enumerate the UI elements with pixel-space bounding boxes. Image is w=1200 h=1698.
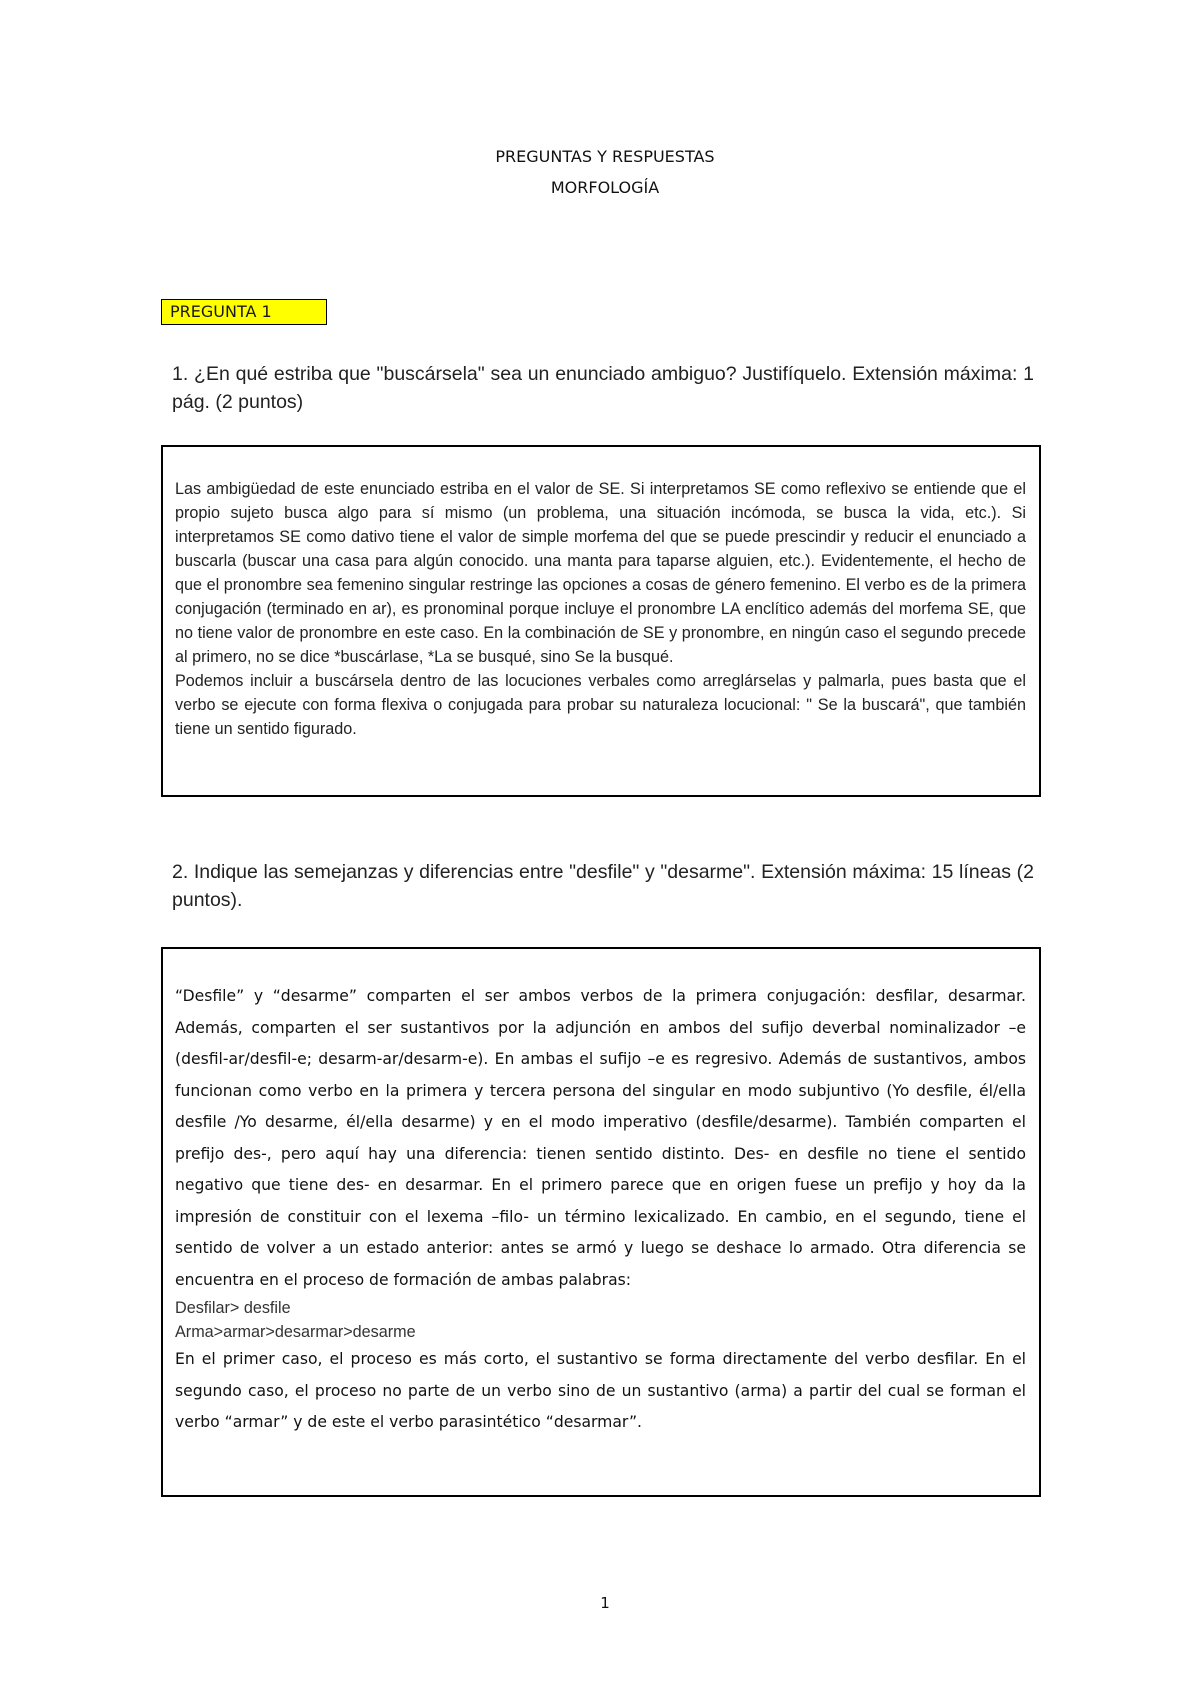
question-2-text: 2. Indique las semejanzas y diferencias entre "desfile" y "desarme". Extensión máxima: 15 líneas (2 puntos). bbox=[172, 861, 1034, 911]
answer-2-paragraph-1: “Desfile” y “desarme” comparten el ser ambos verbos de la primera conjugación: desfilar, desarmar. Además, comparten el ser sustantivos por la adjunción en ambos del sufijo deverbal nominalizador –e (desfil-ar/desfil-e; desarm-ar/desarm-e). En ambas el sufijo –e es regresivo. Además de sustantivos, ambos funcionan como verbo en la primera y tercera persona del singular en modo subjuntivo (Yo desfile, él/ella desfile /Yo desarme, él/ella desarme) y en el modo imperativo (desfile/desarme). También comparten el prefijo des-, pero aquí hay una diferencia: tienen sentido distinto. Des- en desfile no tiene el sentido negativo que tiene des- en desarmar. En el primero parece que en origen fuese un prefijo y hoy da la impresión de constituir con el lexema –filo- un término lexicalizado. En cambio, en el segundo, tiene el sentido de volver a un estado anterior: antes se armó y luego se deshace lo armado. Otra diferencia se encuentra en el proceso de formación de ambas palabras: bbox=[175, 987, 1026, 1289]
derivation-line-1: Desfilar> desfile bbox=[175, 1299, 291, 1317]
answer-2-box bbox=[161, 947, 1041, 1497]
document-subtitle: MORFOLOGÍA bbox=[550, 178, 660, 197]
question-1-text: 1. ¿En qué estriba que "buscársela" sea un enunciado ambiguo? Justifíquelo. Extensión máxima: 1 pág. (2 puntos) bbox=[172, 363, 1034, 413]
answer-1-box bbox=[161, 445, 1041, 797]
document-title: PREGUNTAS Y RESPUESTAS bbox=[495, 147, 715, 166]
answer-2-paragraph-2: En el primer caso, el proceso es más corto, el sustantivo se forma directamente del verbo desfilar. En el segundo caso, el proceso no parte de un verbo sino de un sustantivo (arma) a partir del cual se forman el verbo “armar” y de este el verbo parasintético “desarmar”. bbox=[175, 1350, 1026, 1431]
answer-1-paragraph-2: Podemos incluir a buscársela dentro de las locuciones verbales como arreglárselas y palmarla, pues basta que el verbo se ejecute con forma flexiva o conjugada para probar su naturaleza locucional: " Se la buscará", que también tiene un sentido figurado. bbox=[175, 672, 1026, 738]
answer-1-paragraph-1: Las ambigüedad de este enunciado estriba en el valor de SE. Si interpretamos SE como reflexivo se entiende que el propio sujeto busca algo para sí mismo (un problema, una situación incómoda, se busca la vida, etc.). Si interpretamos SE como dativo tiene el valor de simple morfema del que se puede prescindir y reducir el enunciado a buscarla (buscar una casa para algún conocido. una manta para taparse alguien, etc.). Evidentemente, el hecho de que el pronombre sea femenino singular restringe las opciones a cosas de género femenino. El verbo es de la primera conjugación (terminado en ar), es pronominal porque incluye el pronombre LA enclítico además del morfema SE, que no tiene valor de pronombre en este caso. En la combinación de SE y pronombre, en ningún caso el segundo precede al primero, no se dice *buscárlase, *La se busqué, sino Se la busqué. bbox=[175, 480, 1026, 666]
derivation-line-2: Arma>armar>desarmar>desarme bbox=[175, 1323, 416, 1341]
question-section-label: PREGUNTA 1 bbox=[161, 299, 327, 325]
page-number: 1 bbox=[600, 1594, 610, 1612]
